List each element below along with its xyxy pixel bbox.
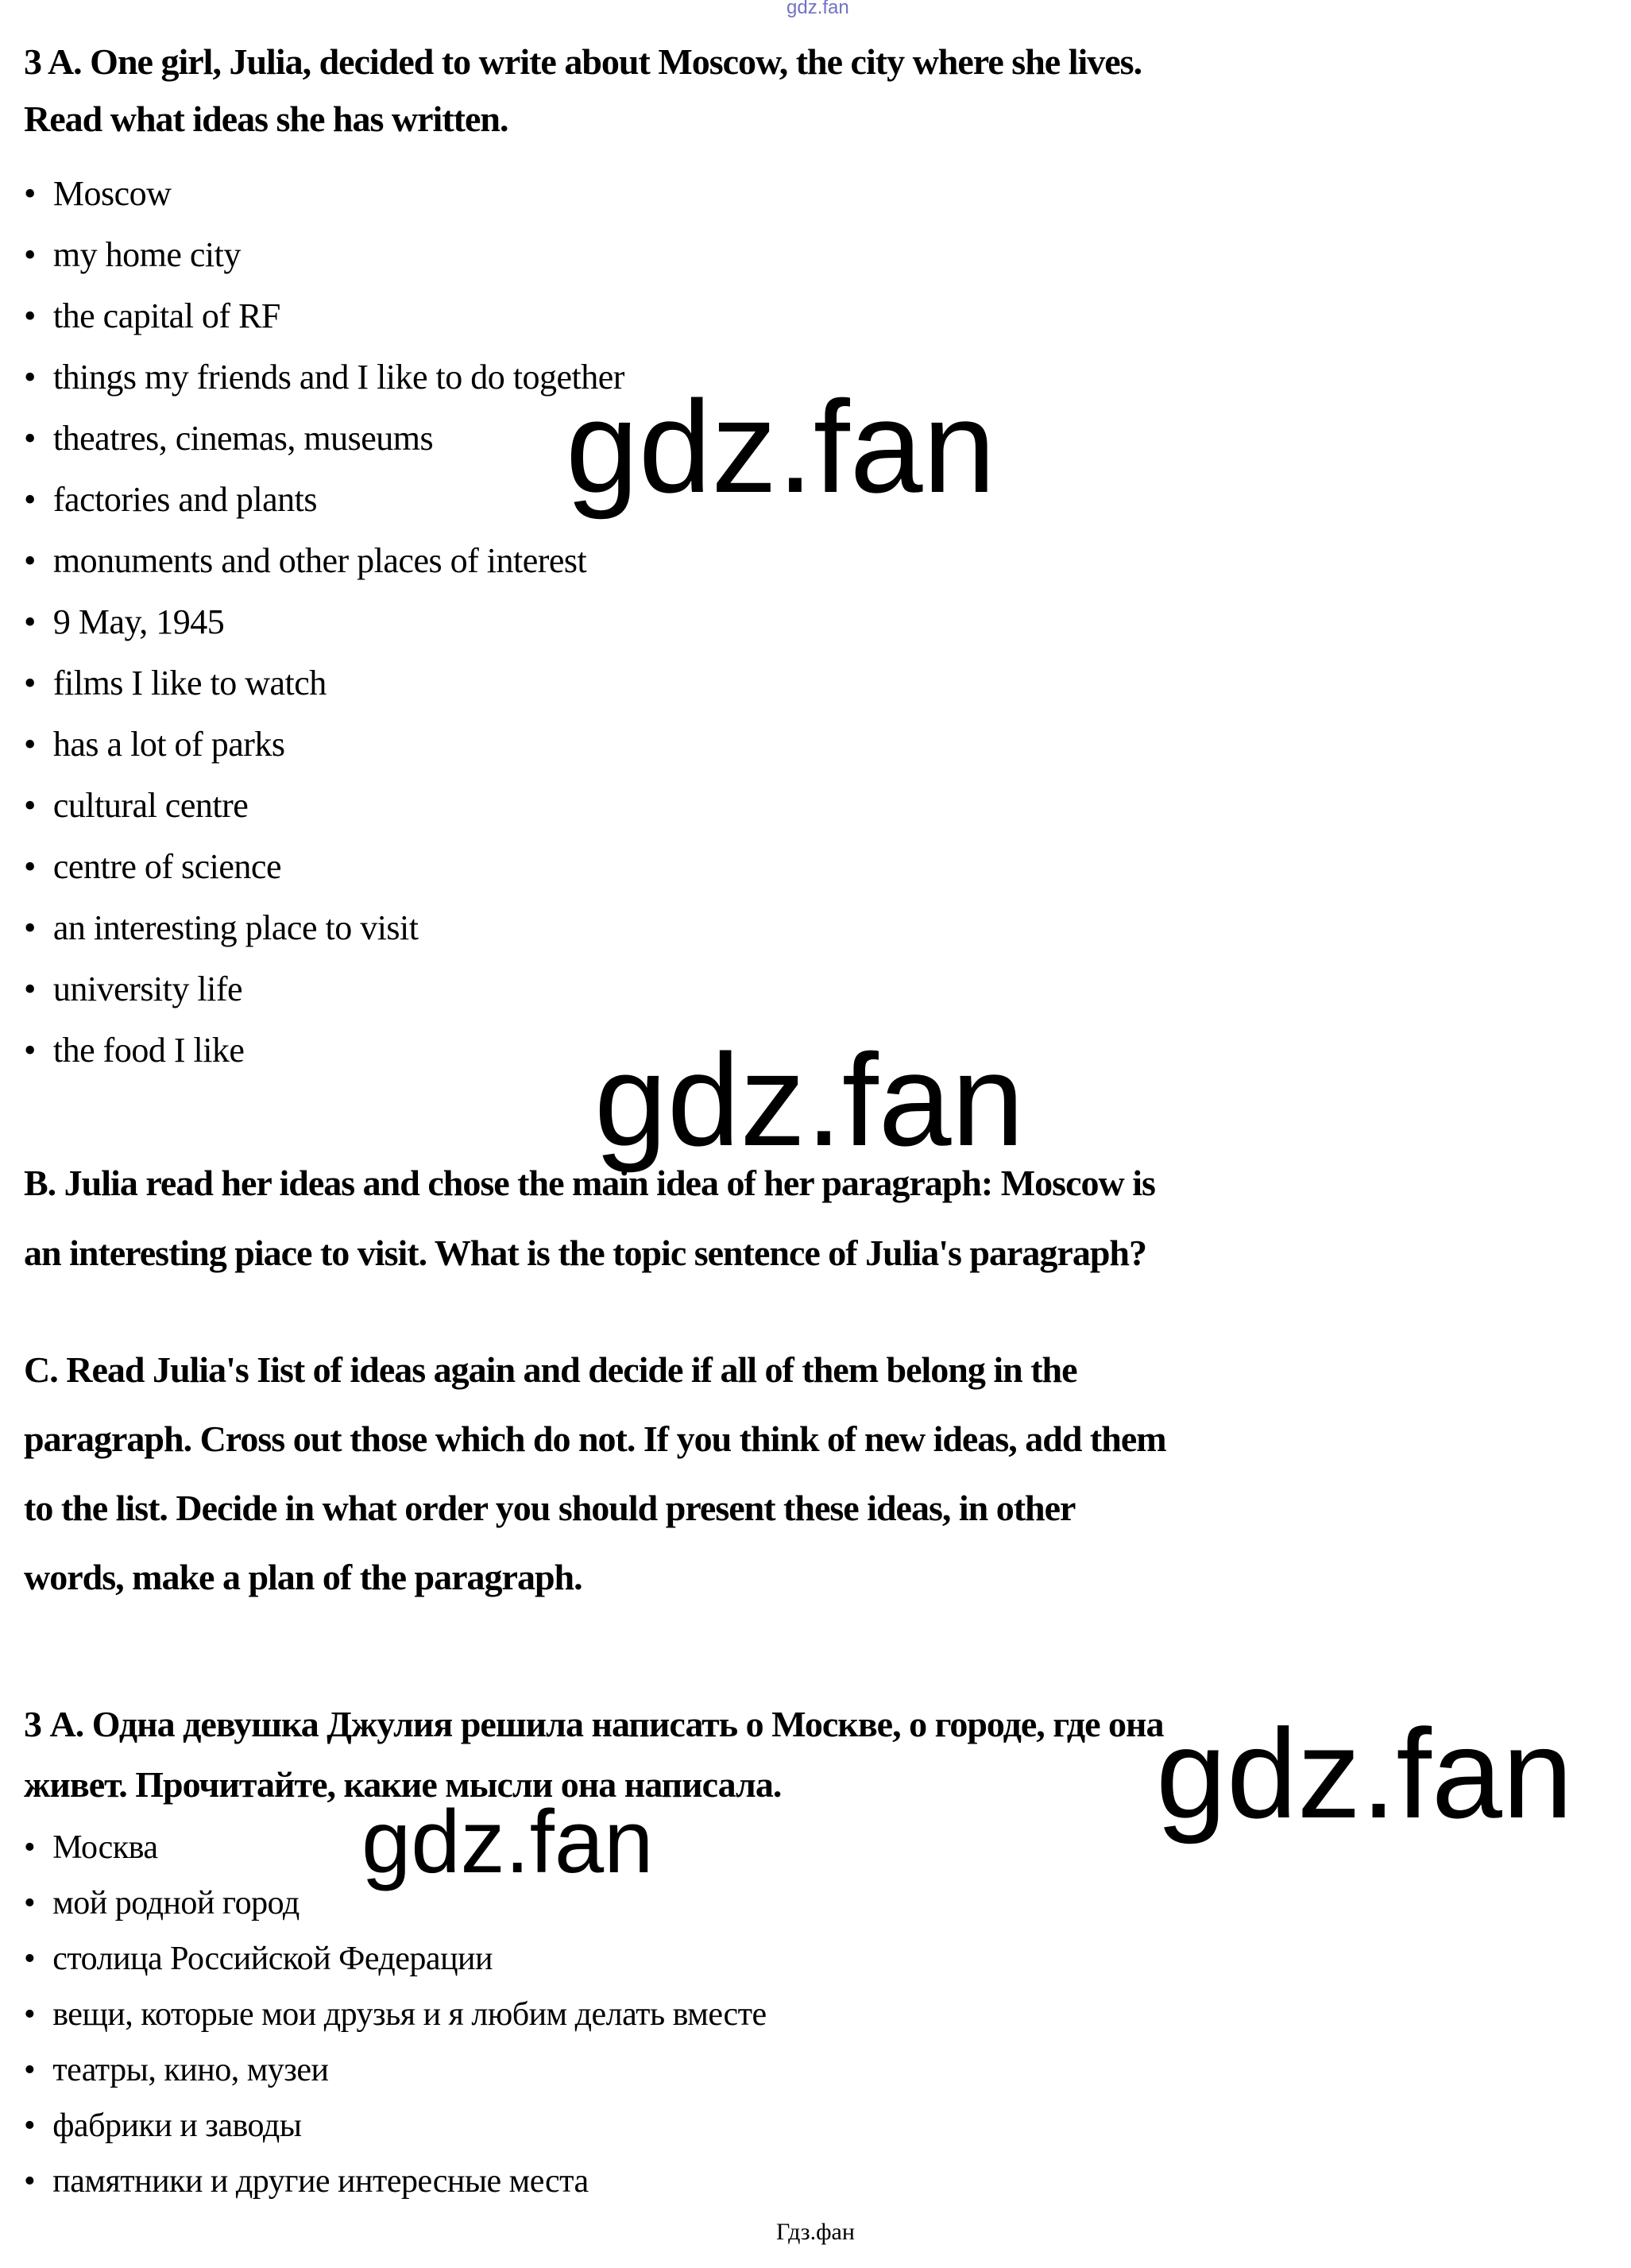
idea-text: has a lot of parks xyxy=(52,725,285,764)
paragraph-line: an interesting piace to visit. What is the topic sentence of Julia's paragraph? xyxy=(24,1233,1147,1273)
idea-text: centre of science xyxy=(52,847,281,886)
bullet-icon: • xyxy=(24,602,36,641)
bullet-icon: • xyxy=(24,358,36,397)
idea-item xyxy=(24,408,624,469)
paragraph-line: B. Julia read her ideas and chose the main idea of her paragraph: Moscow is xyxy=(24,1163,1155,1203)
idea-item xyxy=(24,591,624,652)
idea-text: памятники и другие интересные места xyxy=(52,2163,589,2200)
idea-text: мой родной город xyxy=(52,1885,300,1922)
idea-text: university life xyxy=(52,970,243,1008)
idea-item xyxy=(24,469,624,530)
bullet-icon: • xyxy=(24,1941,36,1977)
idea-item xyxy=(24,1820,767,1875)
ideas-list-en xyxy=(24,163,624,1081)
idea-text: my home city xyxy=(52,235,241,274)
idea-text: Москва xyxy=(52,1829,158,1866)
heading-line: 3 A. One girl, Julia, decided to write about Moscow, the city where she lives. xyxy=(24,41,1142,82)
bullet-icon: • xyxy=(24,1996,36,2033)
idea-text: cultural centre xyxy=(52,786,249,825)
idea-text: an interesting place to visit xyxy=(52,908,419,947)
bullet-icon: • xyxy=(24,847,36,886)
bullet-icon: • xyxy=(24,541,36,580)
watermark-gdz-top: gdz.fan xyxy=(787,0,849,18)
idea-text: the food I like xyxy=(52,1031,245,1070)
idea-item xyxy=(24,2042,767,2098)
idea-text: 9 May, 1945 xyxy=(52,602,225,641)
idea-item xyxy=(24,1020,624,1081)
bullet-icon: • xyxy=(24,296,36,335)
watermark-gdz-ru-left: gdz.fan xyxy=(361,1792,654,1891)
idea-text: things my friends and I like to do together xyxy=(52,358,624,397)
watermark-gdz-middle-1: gdz.fan xyxy=(566,373,996,520)
bullet-icon: • xyxy=(24,908,36,947)
bullet-icon: • xyxy=(24,2163,36,2200)
idea-text: столица Российской Федерации xyxy=(52,1941,493,1977)
paragraph-b xyxy=(24,1148,1155,1288)
idea-item xyxy=(24,2154,767,2209)
heading-line: живет. Прочитайте, какие мысли она написала. xyxy=(24,1764,782,1805)
idea-item xyxy=(24,224,624,285)
paragraph-line: words, make a plan of the paragraph. xyxy=(24,1557,582,1597)
bullet-icon: • xyxy=(24,725,36,764)
idea-item xyxy=(24,285,624,346)
bullet-icon: • xyxy=(24,235,36,274)
ideas-list-ru xyxy=(24,1820,767,2209)
idea-item xyxy=(24,897,624,958)
bullet-icon: • xyxy=(24,786,36,825)
bullet-icon: • xyxy=(24,419,36,458)
bullet-icon: • xyxy=(24,1031,36,1070)
paragraph-line: to the list. Decide in what order you should present these ideas, in other xyxy=(24,1488,1076,1528)
bullet-icon: • xyxy=(24,174,36,213)
paragraph-line: C. Read Julia's Iist of ideas again and decide if all of them belong in the xyxy=(24,1349,1077,1390)
idea-text: the capital of RF xyxy=(52,296,280,335)
site-footer-label: Гдз.фан xyxy=(776,2219,855,2245)
idea-item xyxy=(24,1875,767,1931)
heading-line: 3 А. Одна девушка Джулия решила написать о Москве, о городе, где она xyxy=(24,1704,1164,1744)
idea-text: factories and plants xyxy=(52,480,318,519)
idea-item xyxy=(24,775,624,836)
watermark-gdz-ru-right: gdz.fan xyxy=(1156,1702,1573,1844)
idea-item xyxy=(24,346,624,408)
idea-text: monuments and other places of interest xyxy=(52,541,587,580)
bullet-icon: • xyxy=(24,2052,36,2088)
idea-item xyxy=(24,1987,767,2042)
idea-text: фабрики и заводы xyxy=(52,2107,302,2144)
idea-item xyxy=(24,1931,767,1987)
idea-text: вещи, которые мои друзья и я любим делать вместе xyxy=(52,1996,767,2033)
task-a-heading-en xyxy=(24,33,1142,148)
idea-item xyxy=(24,2098,767,2154)
paragraph-line: paragraph. Cross out those which do not. If you think of new ideas, add them xyxy=(24,1418,1166,1459)
idea-item xyxy=(24,652,624,714)
idea-item xyxy=(24,958,624,1020)
idea-text: театры, кино, музеи xyxy=(52,2052,329,2088)
bullet-icon: • xyxy=(24,480,36,519)
idea-item xyxy=(24,530,624,591)
idea-item xyxy=(24,836,624,897)
bullet-icon: • xyxy=(24,2107,36,2144)
idea-text: films I like to watch xyxy=(52,664,327,702)
watermark-gdz-middle-2: gdz.fan xyxy=(594,1027,1025,1173)
paragraph-c xyxy=(24,1335,1166,1612)
idea-item xyxy=(24,714,624,775)
heading-line: Read what ideas she has written. xyxy=(24,99,508,139)
idea-item xyxy=(24,163,624,224)
bullet-icon: • xyxy=(24,1829,36,1866)
bullet-icon: • xyxy=(24,1885,36,1922)
bullet-icon: • xyxy=(24,970,36,1008)
idea-text: Moscow xyxy=(52,174,172,213)
idea-text: theatres, cinemas, museums xyxy=(52,419,434,458)
bullet-icon: • xyxy=(24,664,36,702)
